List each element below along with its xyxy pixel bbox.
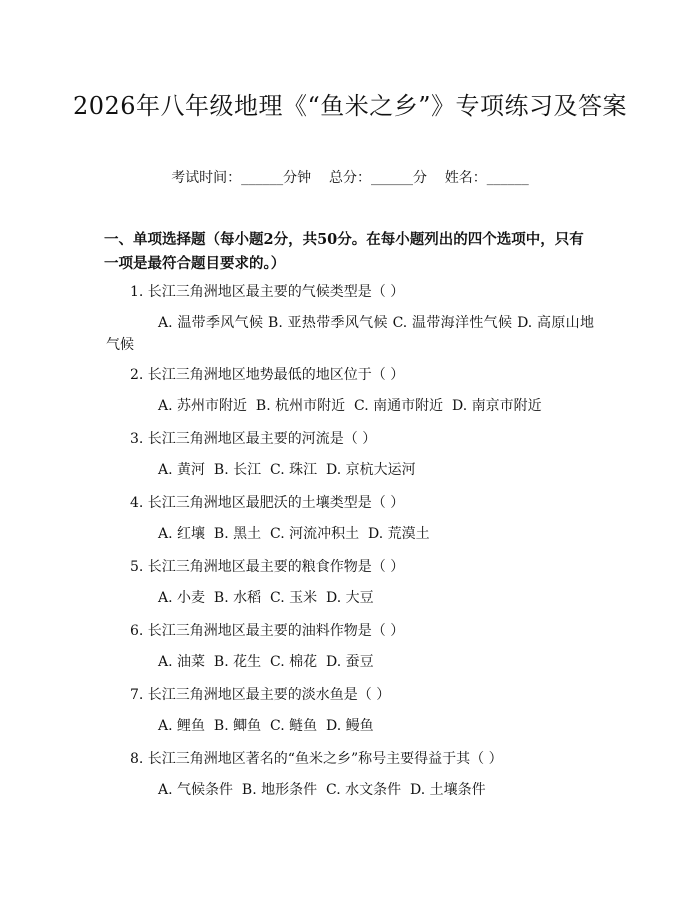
exam-info-line bbox=[0, 168, 700, 188]
question-stem: 7. 长江三角洲地区最主要的淡水鱼是（ ） bbox=[130, 687, 391, 703]
question-options: A. 油菜 B. 花生 C. 棉花 D. 蚕豆 bbox=[158, 654, 374, 670]
question-stem: 6. 长江三角洲地区最主要的油料作物是（ ） bbox=[130, 623, 405, 639]
question-stem: 1. 长江三角洲地区最主要的气候类型是（ ） bbox=[130, 284, 405, 300]
question-options: A. 温带季风气候 B. 亚热带季风气候 C. 温带海洋性气候 D. 高原山地气候 bbox=[106, 315, 594, 353]
question-options: A. 鲤鱼 B. 鲫鱼 C. 鲢鱼 D. 鳗鱼 bbox=[158, 718, 374, 734]
question-options: A. 红壤 B. 黑土 C. 河流冲积土 D. 荒漠土 bbox=[158, 526, 430, 542]
question-options: A. 黄河 B. 长江 C. 珠江 D. 京杭大运河 bbox=[158, 462, 416, 478]
exam-info-text: 考试时间：______分钟 总分：______分 姓名：______ bbox=[171, 170, 529, 186]
section-header: 一、单项选择题（每小题2分，共50分。在每小题列出的四个选项中，只有一项是最符合题目要求的。） bbox=[104, 231, 584, 272]
question-stem: 5. 长江三角洲地区最主要的粮食作物是（ ） bbox=[130, 559, 405, 575]
question-stem: 2. 长江三角洲地区地势最低的地区位于（ ） bbox=[130, 367, 405, 383]
document-title: 2026年八年级地理《“鱼米之乡”》专项练习及答案 bbox=[72, 92, 628, 120]
question-options: A. 气候条件 B. 地形条件 C. 水文条件 D. 土壤条件 bbox=[158, 782, 486, 798]
question-options: A. 小麦 B. 水稻 C. 玉米 D. 大豆 bbox=[158, 590, 374, 606]
question-stem: 3. 长江三角洲地区最主要的河流是（ ） bbox=[130, 431, 377, 447]
question-stem: 8. 长江三角洲地区著名的“鱼米之乡”称号主要得益于其（ ） bbox=[130, 751, 503, 767]
question-stem: 4. 长江三角洲地区最肥沃的土壤类型是（ ） bbox=[130, 495, 405, 511]
question-options: A. 苏州市附近 B. 杭州市附近 C. 南通市附近 D. 南京市附近 bbox=[158, 398, 542, 414]
